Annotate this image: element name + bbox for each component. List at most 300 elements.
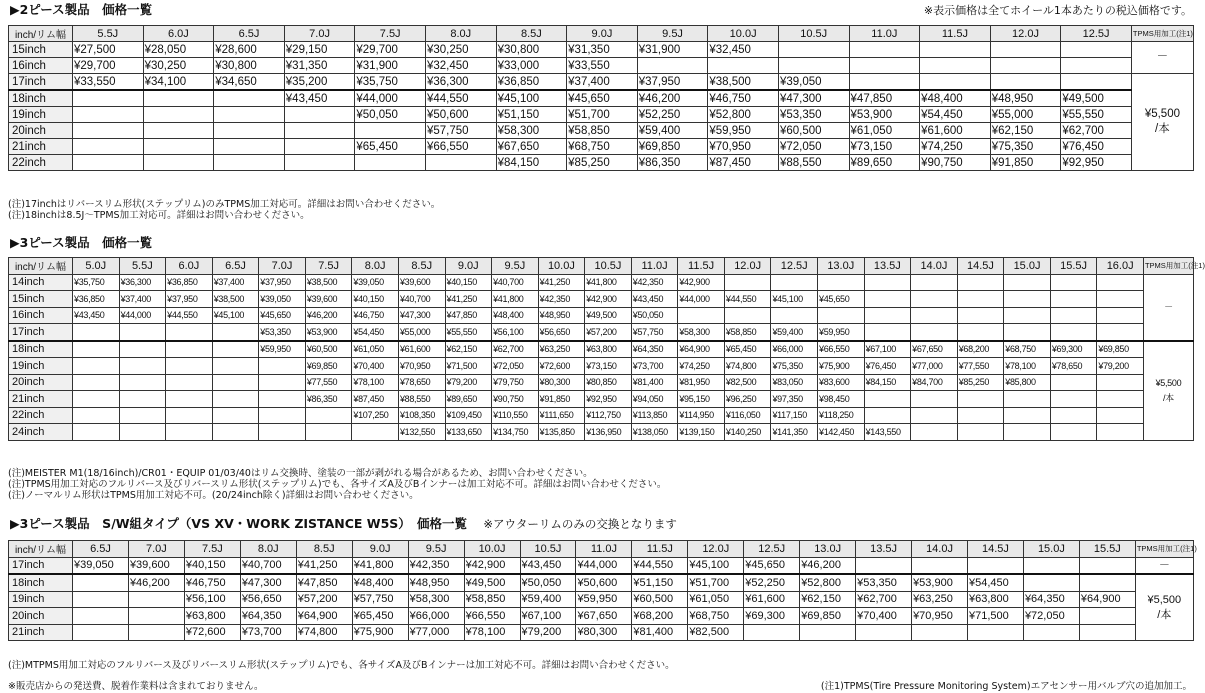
price-cell: ¥33,550 [73,74,144,91]
price-cell: ¥35,750 [73,274,120,291]
price-cell: ¥75,350 [990,139,1061,155]
price-cell [355,123,426,139]
price-cell: ¥78,650 [1050,358,1097,375]
tpms-not-available-text: － [1156,51,1169,63]
price-cell: ¥33,000 [496,58,567,74]
price-cell: ¥49,500 [585,307,632,324]
price-cell: ¥70,400 [352,358,399,375]
rim-width-header: 11.5J [632,541,688,558]
price-cell: ¥48,400 [352,574,408,591]
price-cell: ¥46,750 [352,307,399,324]
price-cell: ¥78,100 [1004,358,1051,375]
price-cell: ¥38,500 [212,291,259,308]
table-row [9,155,1194,171]
price-cell: ¥54,450 [968,574,1024,591]
price-cell: ¥82,500 [724,374,771,391]
row-inch-label: 18inch [9,574,73,591]
price-cell: ¥53,900 [912,574,968,591]
price-cell: ¥50,050 [355,107,426,123]
price-cell: ¥85,250 [957,374,1004,391]
price-cell [128,591,184,608]
price-cell: ¥133,650 [445,424,492,441]
table-row [9,42,1194,58]
price-cell: ¥65,450 [355,139,426,155]
row-inch-label: 14inch [9,274,73,291]
price-cell: ¥51,150 [496,107,567,123]
price-cell [73,391,120,408]
price-cell: ¥37,950 [637,74,708,91]
price-cell [864,407,911,424]
table-row [9,424,1194,441]
price-cell: ¥90,750 [492,391,539,408]
price-cell [128,608,184,625]
price-cell: ¥40,700 [492,274,539,291]
price-cell: ¥67,100 [520,608,576,625]
price-cell [1097,324,1144,341]
price-cell: ¥48,950 [538,307,585,324]
footer-tpms-definition: (注1)TPMS(Tire Pressure Monitoring System)エアセンサー用バルブ穴の追加加工。 [820,681,1192,692]
price-cell: ¥73,150 [585,358,632,375]
price-cell: ¥48,950 [408,574,464,591]
rim-width-header: 14.5J [968,541,1024,558]
price-cell [119,374,166,391]
price-cell: ¥76,450 [864,358,911,375]
price-cell: ¥72,600 [184,624,240,641]
price-cell: ¥55,550 [1061,107,1132,123]
price-cell: ¥66,550 [425,139,496,155]
price-cell: ¥36,300 [425,74,496,91]
price-cell [724,307,771,324]
price-cell [119,391,166,408]
price-cell: ¥83,600 [818,374,865,391]
rim-width-header: 12.5J [744,541,800,558]
price-cell [73,107,144,123]
tpms-price [1135,574,1193,641]
price-cell [212,374,259,391]
price-cell [912,624,968,641]
tpms-price [1143,341,1193,441]
price-cell: ¥64,900 [1079,591,1135,608]
price-cell: ¥41,800 [585,274,632,291]
price-cell: ¥41,800 [352,557,408,574]
price-cell: ¥29,700 [355,42,426,58]
price-cell: ¥84,700 [911,374,958,391]
table-row [9,123,1194,139]
price-cell: ¥56,100 [492,324,539,341]
price-cell [911,407,958,424]
price-cell [637,58,708,74]
price-cell [1061,74,1132,91]
price-cell: ¥40,150 [445,274,492,291]
rim-width-header: 13.0J [800,541,856,558]
price-cell: ¥29,150 [284,42,355,58]
price-cell [305,407,352,424]
price-cell [143,107,214,123]
table-row [9,591,1194,608]
price-cell: ¥83,050 [771,374,818,391]
price-cell: ¥37,400 [212,274,259,291]
price-cell: ¥61,050 [688,591,744,608]
price-cell: ¥55,550 [445,324,492,341]
rim-width-header: 6.0J [143,26,214,42]
price-cell [214,90,285,107]
price-cell: ¥86,350 [305,391,352,408]
price-cell: ¥113,850 [631,407,678,424]
price-cell: ¥28,600 [214,42,285,58]
rim-width-header: 9.5J [492,258,539,275]
price-cell: ¥67,650 [576,608,632,625]
price-cell: ¥44,550 [632,557,688,574]
section-title-3piece: ▶3ピース製品 価格一覧 [10,235,153,250]
price-cell [1061,42,1132,58]
price-cell: ¥50,050 [520,574,576,591]
price-cell: ¥38,500 [305,274,352,291]
price-cell: ¥44,000 [355,90,426,107]
rim-width-header: 9.0J [352,541,408,558]
price-cell: ¥79,200 [520,624,576,641]
price-cell [73,374,120,391]
price-cell: ¥91,850 [990,155,1061,171]
rim-width-header: 11.5J [678,258,725,275]
price-cell [166,341,213,358]
price-cell: ¥53,900 [305,324,352,341]
price-cell: ¥45,100 [688,557,744,574]
price-cell: ¥59,950 [259,341,306,358]
price-cell [1023,574,1079,591]
table-row [9,274,1194,291]
price-cell: ¥135,850 [538,424,585,441]
table-row [9,608,1194,625]
rim-width-header: 8.0J [425,26,496,42]
price-cell: ¥58,850 [724,324,771,341]
price-cell [259,407,306,424]
price-cell [166,374,213,391]
price-cell [143,123,214,139]
rim-width-header: 15.0J [1004,258,1051,275]
table-row [9,74,1194,91]
row-inch-label: 17inch [9,557,73,574]
price-cell: ¥47,850 [849,90,920,107]
price-cell: ¥40,700 [240,557,296,574]
price-cell: ¥107,250 [352,407,399,424]
price-cell: ¥91,850 [538,391,585,408]
price-cell: ¥42,900 [585,291,632,308]
price-cell: ¥42,900 [678,274,725,291]
price-cell: ¥139,150 [678,424,725,441]
price-cell: ¥68,750 [1004,341,1051,358]
tpms-price-unit: /本 [1162,392,1174,403]
price-cell: ¥98,450 [818,391,865,408]
price-cell: ¥48,400 [920,90,991,107]
price-cell [73,624,129,641]
tpms-not-available [1143,274,1193,341]
price-cell [1079,574,1135,591]
price-cell: ¥45,650 [818,291,865,308]
price-cell: ¥41,250 [296,557,352,574]
tpms-header: TPMS用加工(注1) [1131,26,1193,42]
price-cell [968,624,1024,641]
price-cell [284,155,355,171]
price-cell [957,424,1004,441]
price-cell: ¥47,300 [398,307,445,324]
price-cell: ¥44,000 [119,307,166,324]
corner-header: inch/リム幅 [9,541,73,558]
price-cell [284,107,355,123]
rim-width-header: 10.5J [585,258,632,275]
price-cell [849,58,920,74]
table-row [9,307,1194,324]
rim-width-header: 7.0J [259,258,306,275]
section-title-3piece-sw-text: ▶3ピース製品 S/W組タイプ（VS XV・WORK ZISTANCE W5S） 価格一覧 [10,516,468,531]
price-cell [957,407,1004,424]
price-cell: ¥63,800 [968,591,1024,608]
price-cell [284,123,355,139]
price-cell: ¥63,800 [184,608,240,625]
price-cell: ¥68,750 [688,608,744,625]
tpms-header: TPMS用加工(注1) [1135,541,1193,558]
price-cell: ¥92,950 [1061,155,1132,171]
price-cell [864,274,911,291]
price-cell: ¥57,750 [631,324,678,341]
price-cell: ¥42,350 [631,274,678,291]
price-cell [1050,291,1097,308]
price-cell: ¥52,800 [800,574,856,591]
price-cell: ¥59,950 [818,324,865,341]
price-cell [911,391,958,408]
price-cell: ¥48,950 [990,90,1061,107]
rim-width-header: 6.0J [166,258,213,275]
row-inch-label: 20inch [9,123,73,139]
price-cell: ¥80,850 [585,374,632,391]
price-cell [1097,424,1144,441]
price-cell [305,424,352,441]
table-row [9,291,1194,308]
price-cell: ¥31,350 [567,42,638,58]
price-cell: ¥64,900 [678,341,725,358]
price-cell: ¥89,650 [445,391,492,408]
row-inch-label: 24inch [9,424,73,441]
price-cell [911,274,958,291]
price-cell: ¥64,900 [296,608,352,625]
price-cell: ¥70,400 [856,608,912,625]
price-cell: ¥50,050 [631,307,678,324]
rim-width-header: 10.5J [778,26,849,42]
price-cell: ¥56,650 [240,591,296,608]
price-cell: ¥59,400 [637,123,708,139]
price-cell [166,358,213,375]
price-cell [1050,424,1097,441]
price-cell [259,374,306,391]
price-cell: ¥45,100 [212,307,259,324]
price-cell [284,139,355,155]
price-cell: ¥68,750 [567,139,638,155]
row-inch-label: 20inch [9,608,73,625]
price-cell [911,424,958,441]
price-cell: ¥59,950 [708,123,779,139]
price-cell [920,74,991,91]
price-cell [1097,291,1144,308]
price-cell: ¥60,500 [632,591,688,608]
price-cell: ¥48,400 [492,307,539,324]
table-row [9,574,1194,591]
price-cell: ¥140,250 [724,424,771,441]
price-cell: ¥46,750 [184,574,240,591]
price-cell [990,74,1061,91]
price-cell: ¥36,300 [119,274,166,291]
tpms-price-unit: /本 [1157,608,1172,621]
price-cell [1050,374,1097,391]
price-cell: ¥52,250 [744,574,800,591]
price-cell: ¥56,650 [538,324,585,341]
price-cell [1004,307,1051,324]
price-cell: ¥71,500 [445,358,492,375]
price-cell [1097,374,1144,391]
price-cell: ¥132,550 [398,424,445,441]
rim-width-header: 6.5J [212,258,259,275]
price-cell: ¥108,350 [398,407,445,424]
price-cell: ¥41,250 [538,274,585,291]
price-cell [1079,557,1135,574]
price-cell: ¥84,150 [864,374,911,391]
price-cell [259,358,306,375]
price-cell [818,307,865,324]
row-inch-label: 21inch [9,624,73,641]
price-cell: ¥141,350 [771,424,818,441]
price-cell [856,624,912,641]
price-cell: ¥54,450 [352,324,399,341]
table-row [9,391,1194,408]
section-title-2piece: ▶2ピース製品 価格一覧 [10,2,153,17]
price-cell: ¥36,850 [496,74,567,91]
price-cell [708,58,779,74]
price-cell: ¥94,050 [631,391,678,408]
price-cell: ¥44,550 [425,90,496,107]
price-cell: ¥45,650 [567,90,638,107]
price-cell: ¥85,800 [1004,374,1051,391]
price-cell: ¥75,350 [771,358,818,375]
table-row [9,139,1194,155]
price-cell: ¥39,050 [259,291,306,308]
price-cell [1004,407,1051,424]
price-table-3piece [8,257,1205,441]
price-cell: ¥36,850 [166,274,213,291]
rim-width-header: 6.5J [73,541,129,558]
price-cell: ¥40,700 [398,291,445,308]
price-cell: ¥82,500 [688,624,744,641]
price-cell [678,307,725,324]
table-row [9,107,1194,123]
price-cell [119,341,166,358]
price-cell: ¥47,300 [778,90,849,107]
price-cell: ¥34,100 [143,74,214,91]
price-cell [1023,557,1079,574]
price-cell: ¥46,200 [305,307,352,324]
table-row [9,358,1194,375]
note-line: (注)ノーマルリム形状はTPMS用加工対応不可。(20/24inch除く)詳細はお問い合わせください。 [8,490,419,502]
price-cell: ¥39,050 [73,557,129,574]
price-cell [968,557,1024,574]
row-inch-label: 16inch [9,58,73,74]
rim-width-header: 10.0J [464,541,520,558]
price-cell [957,307,1004,324]
price-cell: ¥57,200 [585,324,632,341]
price-cell: ¥73,700 [240,624,296,641]
price-cell [957,274,1004,291]
row-inch-label: 19inch [9,107,73,123]
tax-note: ※表示価格は全てホイール1本あたりの税込価格です。 [923,4,1192,17]
price-cell [1079,624,1135,641]
price-cell [864,391,911,408]
price-cell: ¥67,650 [496,139,567,155]
table-row [9,407,1194,424]
price-cell [128,624,184,641]
price-cell: ¥74,800 [296,624,352,641]
price-cell [166,424,213,441]
price-cell: ¥61,050 [849,123,920,139]
price-cell: ¥44,000 [576,557,632,574]
tpms-not-available-text: － [1164,301,1173,312]
price-cell: ¥44,000 [678,291,725,308]
price-cell: ¥78,100 [464,624,520,641]
price-cell: ¥112,750 [585,407,632,424]
price-cell: ¥61,600 [398,341,445,358]
price-cell: ¥73,700 [631,358,678,375]
price-cell [73,341,120,358]
price-cell: ¥65,450 [352,608,408,625]
price-cell: ¥38,500 [708,74,779,91]
section-title-3piece-sw [10,516,677,532]
rim-width-header: 11.0J [576,541,632,558]
row-inch-label: 21inch [9,139,73,155]
price-cell: ¥68,200 [632,608,688,625]
price-cell: ¥28,050 [143,42,214,58]
price-cell: ¥37,950 [259,274,306,291]
price-cell: ¥45,100 [771,291,818,308]
price-cell: ¥54,450 [920,107,991,123]
price-cell [119,424,166,441]
price-cell: ¥78,100 [352,374,399,391]
price-cell [1004,291,1051,308]
price-cell [73,139,144,155]
price-cell: ¥63,250 [538,341,585,358]
price-cell: ¥58,300 [678,324,725,341]
price-cell [73,574,129,591]
price-cell: ¥47,850 [445,307,492,324]
rim-width-header: 9.5J [637,26,708,42]
price-cell: ¥74,250 [920,139,991,155]
price-cell: ¥70,950 [912,608,968,625]
rim-width-header: 13.5J [856,541,912,558]
price-cell: ¥53,350 [856,574,912,591]
price-cell [1097,407,1144,424]
price-cell: ¥32,450 [708,42,779,58]
price-cell: ¥67,650 [911,341,958,358]
price-cell: ¥88,550 [398,391,445,408]
price-cell: ¥44,550 [724,291,771,308]
price-table-3piece-sw [8,540,1197,641]
price-cell: ¥90,750 [920,155,991,171]
rim-width-header: 12.5J [1061,26,1132,42]
rim-width-header: 5.0J [73,258,120,275]
price-cell: ¥89,650 [849,155,920,171]
price-cell: ¥46,200 [800,557,856,574]
tpms-price-unit: /本 [1155,123,1170,135]
row-inch-label: 19inch [9,358,73,375]
price-cell: ¥58,300 [408,591,464,608]
price-cell: ¥49,500 [464,574,520,591]
row-inch-label: 18inch [9,341,73,358]
price-cell [911,324,958,341]
